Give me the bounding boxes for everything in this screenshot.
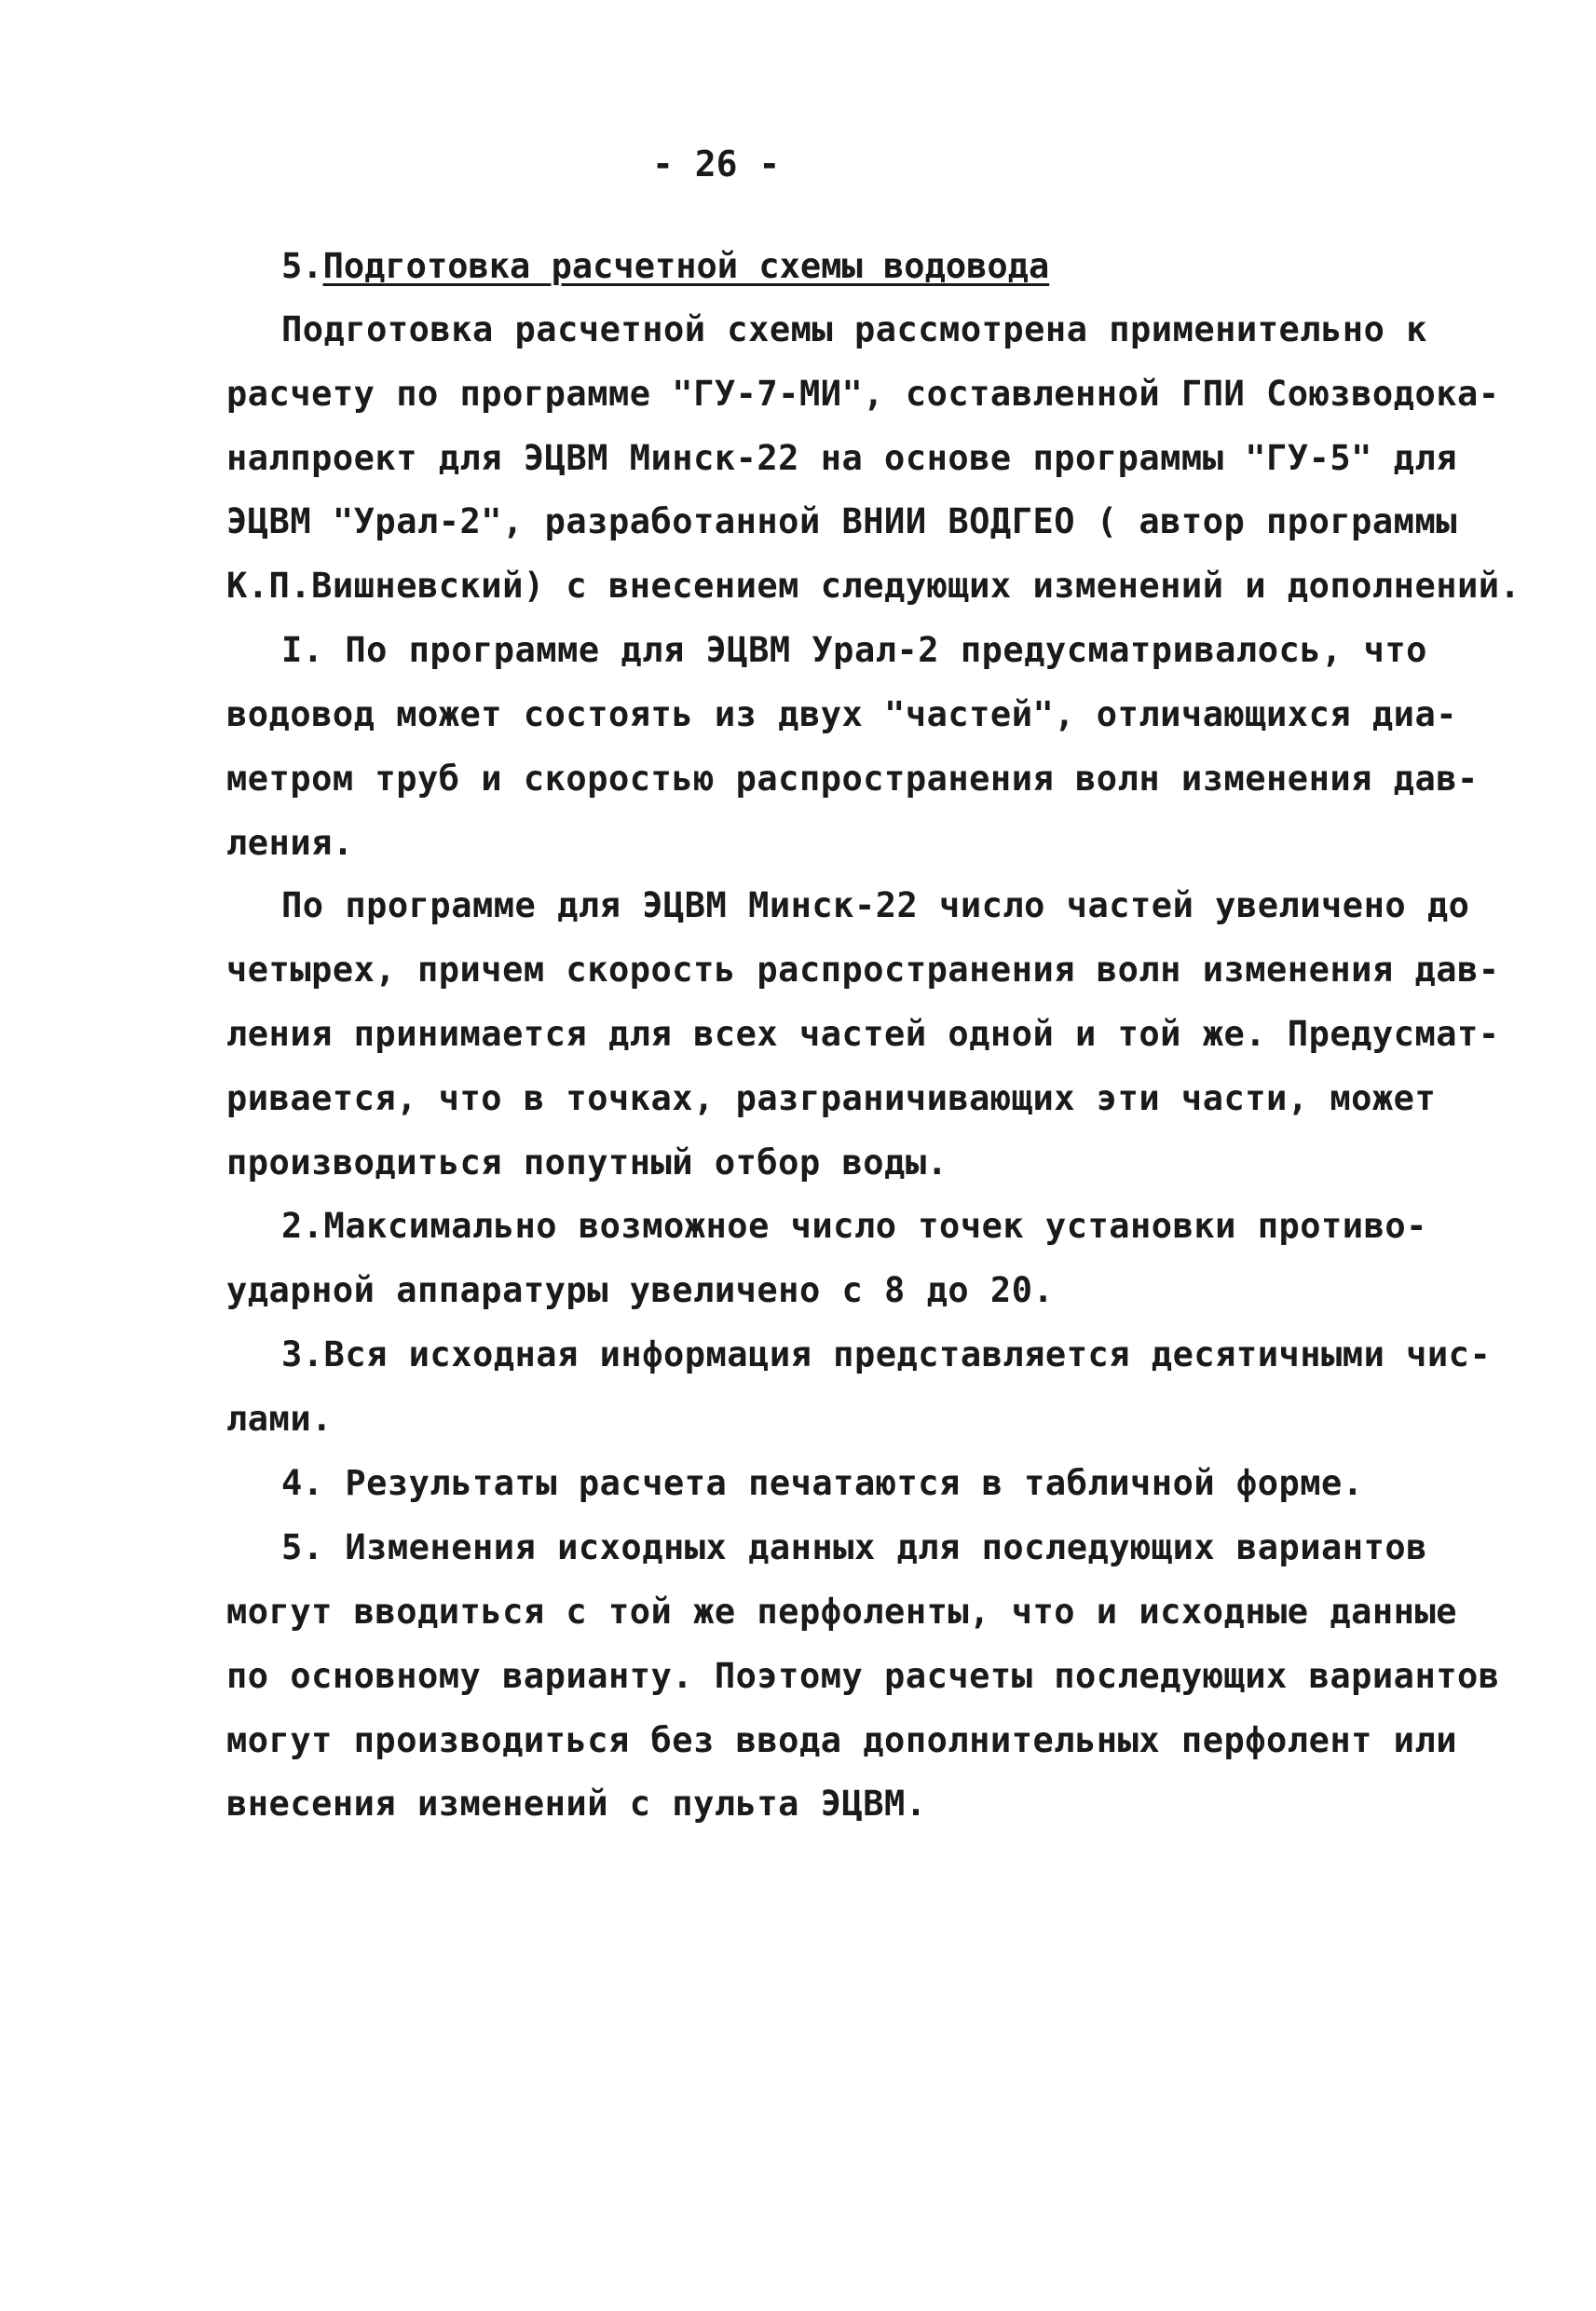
text-line: К.П.Вишневский) с внесением следующих изменений и дополнений. (226, 566, 1521, 606)
text-line: ЭЦВМ "Урал-2", разработанной ВНИИ ВОДГЕО ( автор программы (226, 501, 1458, 541)
text-line: лами. (226, 1399, 333, 1439)
text-line: могут производиться без ввода дополнительных перфолент или (226, 1720, 1458, 1760)
text-line: ления принимается для всех частей одной и той же. Предусмат- (226, 1014, 1500, 1054)
page-number: - 26 - (652, 144, 781, 185)
text-line: внесения изменений с пульта ЭЦВМ. (226, 1784, 927, 1824)
text-line: Подготовка расчетной схемы рассмотрена применительно к (281, 309, 1427, 349)
text-line: могут вводиться с той же перфоленты, что и исходные данные (226, 1592, 1458, 1632)
text-line: ударной аппаратуры увеличено с 8 до 20. (226, 1270, 1055, 1310)
text-line: ривается, что в точках, разграничивающих эти части, может (226, 1078, 1437, 1118)
section-title: Подготовка расчетной схемы водовода (322, 246, 1050, 286)
text-line: водовод может состоять из двух "частей", отличающихся диа- (226, 694, 1458, 734)
text-line: четырех, причем скорость распространения волн изменения дав- (226, 950, 1500, 990)
text-line: 4. Результаты расчета печатаются в табличной форме. (281, 1463, 1364, 1503)
text-line: 5. Изменения исходных данных для последующих вариантов (281, 1527, 1427, 1567)
text-line: налпроект для ЭЦВМ Минск-22 на основе программы "ГУ-5" для (226, 438, 1458, 478)
text-line: производиться попутный отбор воды. (226, 1142, 948, 1183)
text-line: 3.Вся исходная информация представляется десятичными чис- (281, 1334, 1492, 1374)
text-line: расчету по программе "ГУ-7-МИ", составленной ГПИ Союзводока- (226, 374, 1500, 414)
text-line: по основному варианту. Поэтому расчеты последующих вариантов (226, 1656, 1500, 1696)
text-line: По программе для ЭЦВМ Минск-22 число частей увеличено до (281, 885, 1470, 925)
text-line: I. По программе для ЭЦВМ Урал-2 предусматривалось, что (281, 630, 1427, 670)
section-heading (281, 244, 1049, 289)
text-line: ления. (226, 823, 354, 863)
text-line: 2.Максимально возможное число точек установки противо- (281, 1206, 1427, 1246)
section-number: 5. (281, 246, 323, 286)
text-line: метром труб и скоростью распространения волн изменения дав- (226, 759, 1479, 799)
